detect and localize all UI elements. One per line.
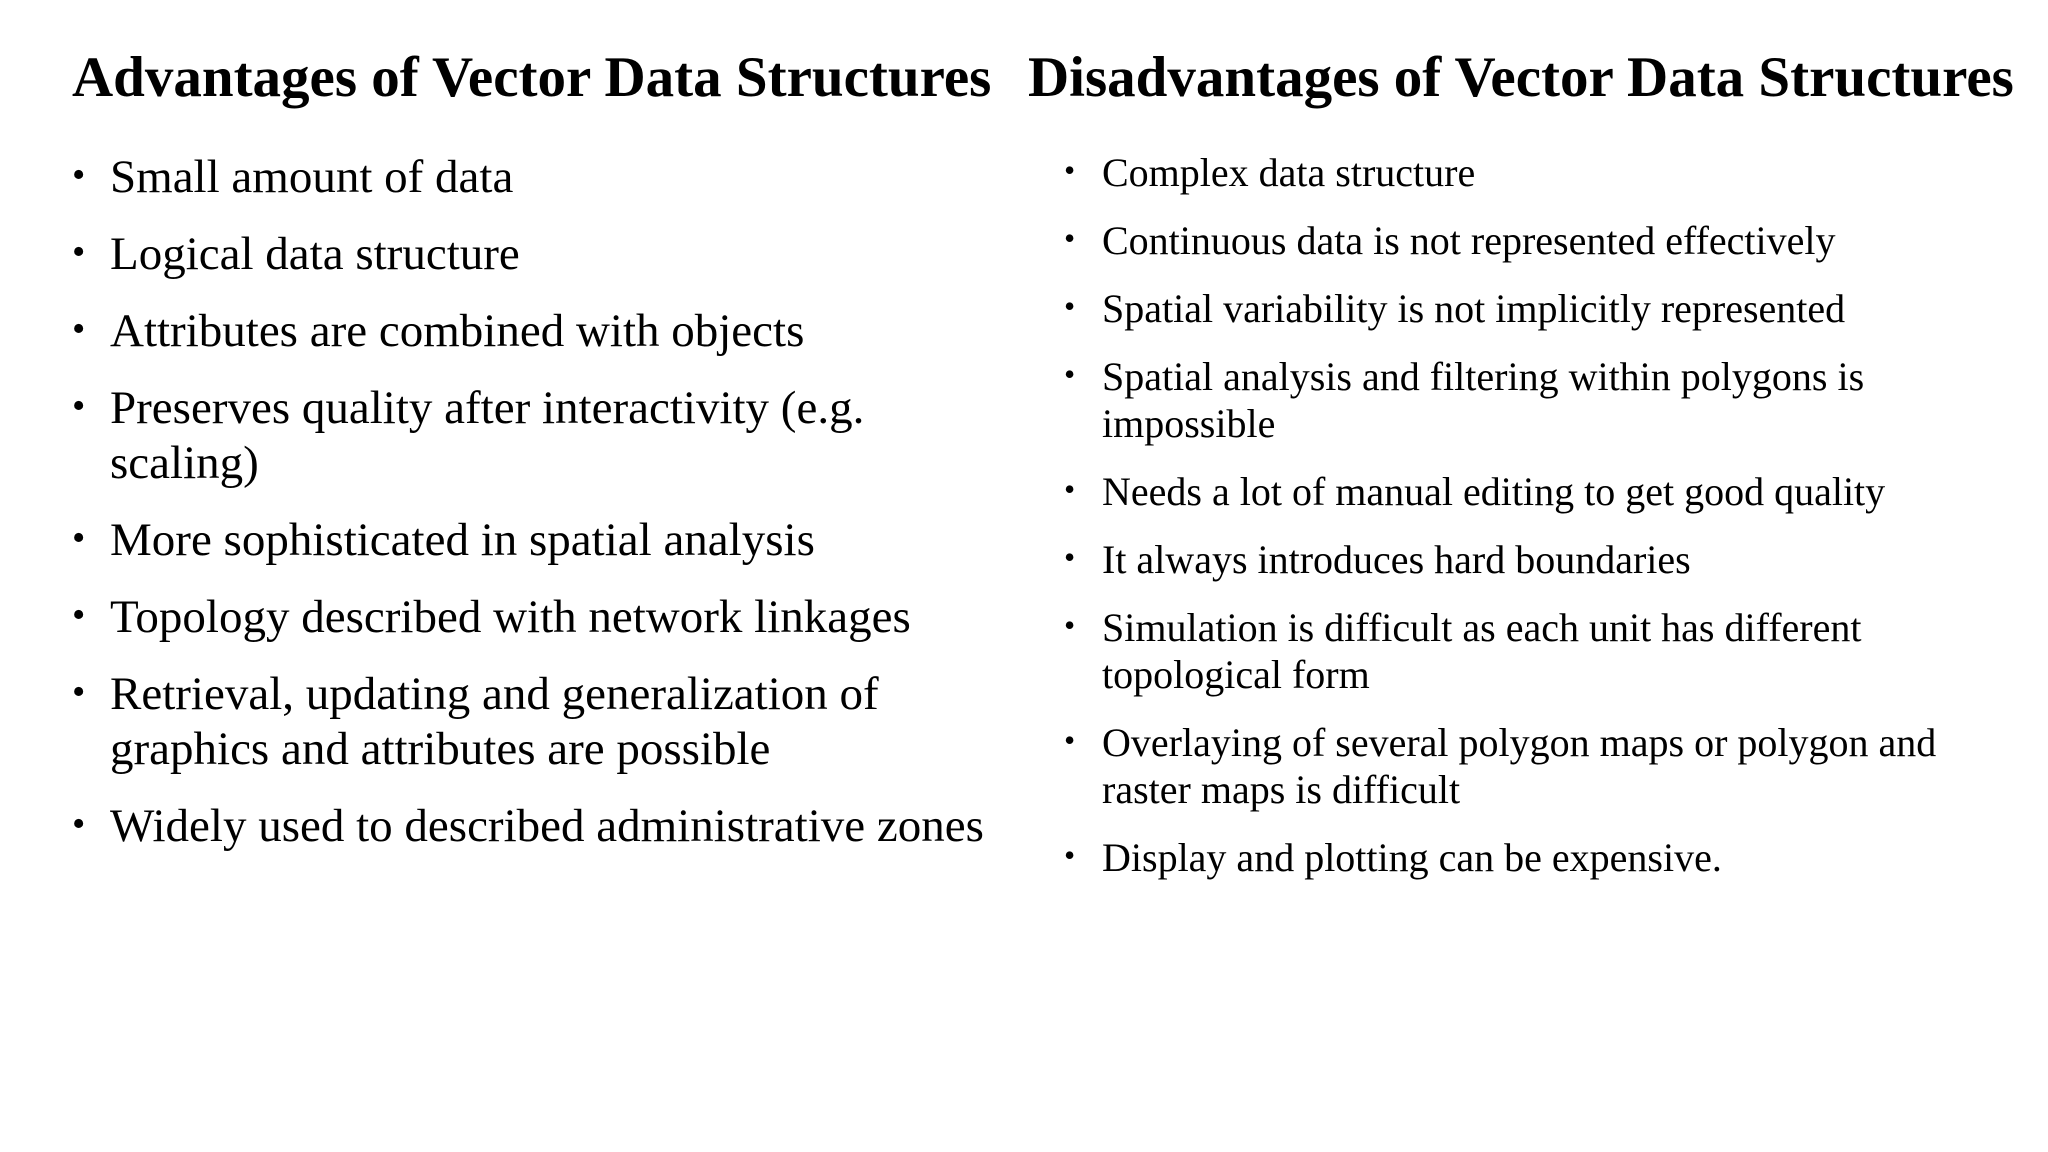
advantages-item [72, 150, 1002, 205]
bullet-icon: • [1064, 471, 1076, 507]
bullet-icon: • [72, 154, 86, 196]
advantages-item-text: Widely used to described administrative zones [110, 800, 984, 852]
disadvantages-item-text: Display and plotting can be expensive. [1102, 835, 1722, 880]
advantages-item [72, 513, 1002, 568]
bullet-icon: • [1064, 152, 1076, 188]
advantages-item [72, 227, 1002, 282]
bullet-icon: • [1064, 722, 1076, 758]
disadvantages-item-text: Spatial variability is not implicitly represented [1102, 286, 1846, 331]
disadvantages-item [1064, 604, 2018, 698]
disadvantages-item-text: It always introduces hard boundaries [1102, 537, 1691, 582]
bullet-icon: • [1064, 837, 1076, 873]
bullet-icon: • [72, 517, 86, 559]
bullet-icon: • [72, 308, 86, 350]
disadvantages-item-text: Needs a lot of manual editing to get good quality [1102, 469, 1886, 514]
advantages-column [72, 46, 1002, 876]
advantages-item-text: Topology described with network linkages [110, 591, 911, 643]
disadvantages-list [1028, 149, 2018, 881]
advantages-item-text: Small amount of data [110, 151, 514, 203]
disadvantages-item-text: Spatial analysis and filtering within polygons is impossible [1102, 354, 1865, 446]
advantages-item-text: Logical data structure [110, 228, 520, 280]
bullet-icon: • [1064, 220, 1076, 256]
disadvantages-item [1064, 536, 2018, 583]
disadvantages-item-text: Continuous data is not represented effectively [1102, 218, 1836, 263]
advantages-item [72, 799, 1002, 854]
disadvantages-item [1064, 468, 2018, 515]
advantages-heading: Advantages of Vector Data Structures [72, 46, 992, 109]
bullet-icon: • [1064, 539, 1076, 575]
bullet-icon: • [1064, 607, 1076, 643]
disadvantages-item [1064, 285, 2018, 332]
advantages-item [72, 667, 1002, 777]
advantages-item-text: Attributes are combined with objects [110, 305, 805, 357]
advantages-item [72, 590, 1002, 645]
bullet-icon: • [1064, 356, 1076, 392]
bullet-icon: • [72, 385, 86, 427]
advantages-item-text: Retrieval, updating and generalization of graphics and attributes are possible [110, 668, 879, 775]
bullet-icon: • [72, 594, 86, 636]
disadvantages-item-text: Simulation is difficult as each unit has different topological form [1102, 605, 1862, 697]
advantages-item-text: More sophisticated in spatial analysis [110, 514, 815, 566]
disadvantages-item-text: Overlaying of several polygon maps or polygon and raster maps is difficult [1102, 720, 1937, 812]
advantages-item [72, 381, 1002, 491]
disadvantages-item [1064, 353, 2018, 447]
disadvantages-heading: Disadvantages of Vector Data Structures [1028, 46, 2014, 109]
bullet-icon: • [72, 671, 86, 713]
bullet-icon: • [1064, 288, 1076, 324]
disadvantages-item [1064, 719, 2018, 813]
advantages-list [72, 150, 1002, 854]
disadvantages-item [1064, 149, 2018, 196]
advantages-item-text: Preserves quality after interactivity (e.g. scaling) [110, 382, 865, 489]
advantages-item [72, 304, 1002, 359]
bullet-icon: • [72, 231, 86, 273]
disadvantages-item [1064, 217, 2018, 264]
disadvantages-item [1064, 834, 2018, 881]
bullet-icon: • [72, 803, 86, 845]
disadvantages-column [1028, 46, 2018, 902]
disadvantages-item-text: Complex data structure [1102, 150, 1476, 195]
